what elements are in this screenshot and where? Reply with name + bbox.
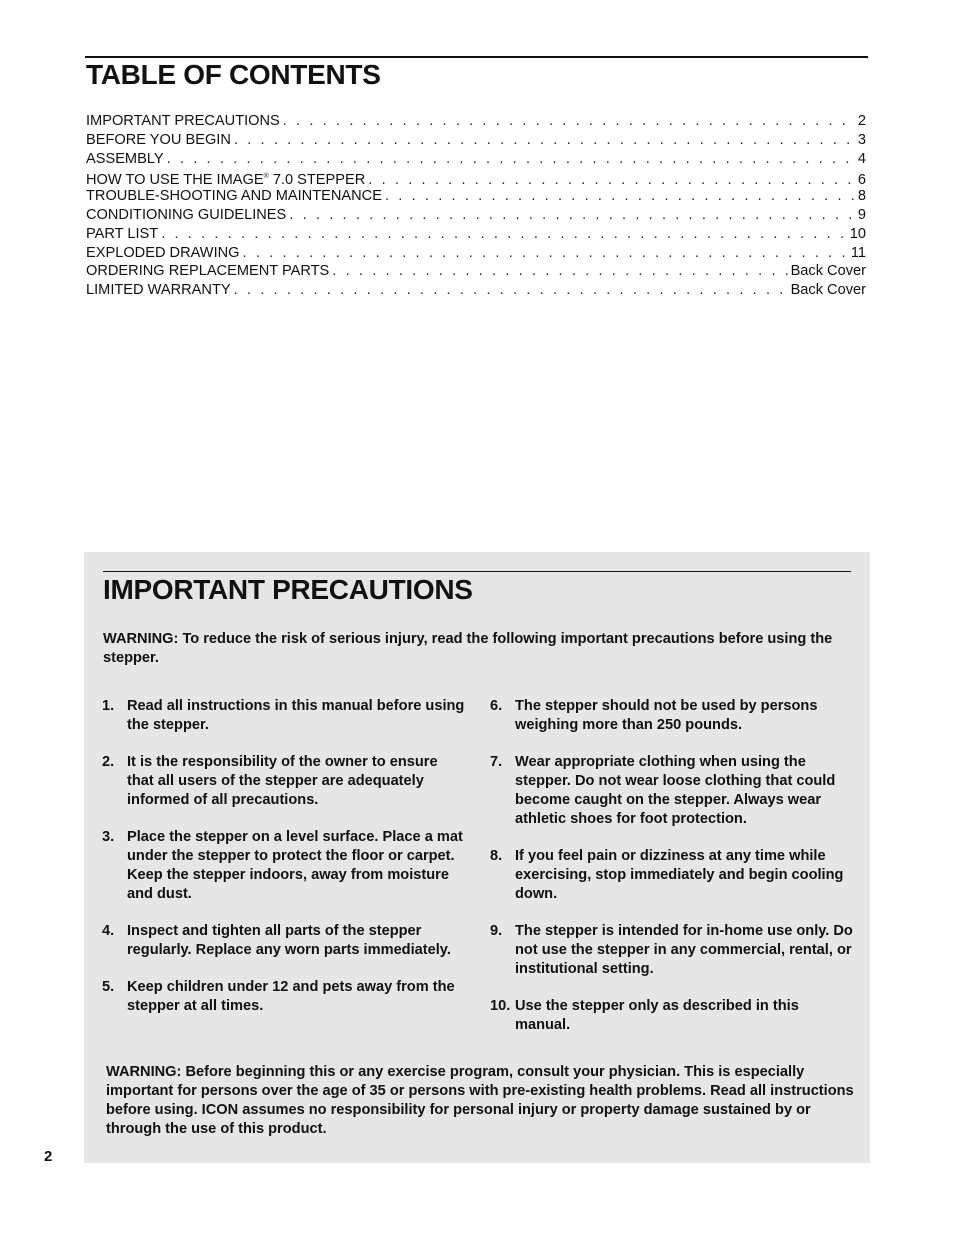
precaution-item xyxy=(490,753,855,829)
toc-entry-page: Back Cover xyxy=(790,263,866,280)
toc-entry-label: EXPLODED DRAWING xyxy=(86,244,240,261)
precaution-number: 6. xyxy=(490,698,503,714)
precaution-number: 2. xyxy=(102,754,115,770)
precaution-number: 1. xyxy=(102,698,115,714)
precaution-text: Inspect and tighten all parts of the stepper regularly. Replace any worn parts immediately. xyxy=(127,923,451,958)
toc-leader-dots xyxy=(234,131,855,150)
toc-entry[interactable] xyxy=(86,244,866,263)
toc-entry-page: 11 xyxy=(850,244,866,261)
toc-entry-page: 3 xyxy=(857,131,866,148)
precaution-text: Read all instructions in this manual before using the stepper. xyxy=(127,698,465,733)
toc-entry[interactable] xyxy=(86,150,866,169)
precaution-text: The stepper should not be used by persons weighing more than 250 pounds. xyxy=(515,698,818,733)
precautions-column-right xyxy=(490,697,855,1053)
precaution-item xyxy=(102,753,467,810)
precaution-item xyxy=(102,828,467,904)
toc-entry-page: Back Cover xyxy=(790,282,866,299)
toc-entry[interactable] xyxy=(86,131,866,150)
toc-leader-dots xyxy=(289,206,855,225)
precaution-number: 4. xyxy=(102,923,115,939)
toc-entry-label-model: 7.0 STEPPER xyxy=(268,172,366,189)
toc-entry[interactable] xyxy=(86,206,866,225)
precaution-number: 8. xyxy=(490,848,503,864)
precaution-item xyxy=(490,847,855,904)
toc-entry[interactable] xyxy=(86,112,866,131)
toc-leader-dots xyxy=(332,262,787,281)
precaution-number: 7. xyxy=(490,754,503,770)
toc-entry[interactable] xyxy=(86,262,866,281)
precaution-text: Keep children under 12 and pets away from the stepper at all times. xyxy=(127,979,455,1014)
toc-leader-dots xyxy=(234,281,788,300)
toc-list xyxy=(86,112,866,300)
toc-leader-dots xyxy=(161,225,847,244)
warning-physician: WARNING: Before beginning this or any exercise program, consult your physician. This is especially important for persons over the age of 35 or persons with pre-existing health problems. Read all instructions before using. ICON assumes no responsibility for personal injury or property damage sustained by or through the use of this product. xyxy=(106,1064,854,1137)
toc-entry-page: 9 xyxy=(857,206,866,223)
precaution-number: 9. xyxy=(490,923,503,939)
warning-intro: WARNING: To reduce the risk of serious injury, read the following important precautions before using the stepper. xyxy=(103,631,833,666)
precaution-text: If you feel pain or dizziness at any time while exercising, stop immediately and begin cooling down. xyxy=(515,848,844,902)
toc-entry-label: ORDERING REPLACEMENT PARTS xyxy=(86,263,330,280)
toc-leader-dots xyxy=(283,112,855,131)
toc-entry-page: 4 xyxy=(857,150,866,167)
page-number: 2 xyxy=(44,1148,53,1165)
precaution-number: 10. xyxy=(490,998,511,1014)
toc-entry-page: 10 xyxy=(849,225,866,242)
toc-leader-dots xyxy=(243,244,848,263)
toc-entry-page: 2 xyxy=(857,113,866,129)
toc-entry[interactable] xyxy=(86,281,866,300)
toc-entry-label: IMPORTANT PRECAUTIONS xyxy=(86,113,280,129)
precaution-number: 3. xyxy=(102,829,115,845)
toc-entry-page: 6 xyxy=(857,172,866,189)
toc-entry-label: LIMITED WARRANTY xyxy=(86,282,231,299)
precaution-item xyxy=(102,697,467,735)
precaution-item xyxy=(490,922,855,979)
precaution-text: It is the responsibility of the owner to ensure that all users of the stepper are adequately informed of all precautions. xyxy=(127,754,438,808)
precaution-item xyxy=(490,697,855,735)
toc-entry-page: 8 xyxy=(857,188,866,205)
precautions-panel xyxy=(84,552,870,1163)
precaution-text: Use the stepper only as described in this manual. xyxy=(515,998,799,1033)
toc-leader-dots xyxy=(167,150,855,169)
toc-entry-label: TROUBLE-SHOOTING AND MAINTENANCE xyxy=(86,188,382,205)
toc-entry-label: CONDITIONING GUIDELINES xyxy=(86,206,287,223)
precautions-column-left xyxy=(102,697,467,1034)
toc-entry[interactable] xyxy=(86,187,866,206)
precaution-text: The stepper is intended for in-home use only. Do not use the stepper in any commercial, rental, or institutional setting. xyxy=(515,923,853,977)
precaution-item xyxy=(102,978,467,1016)
toc-entry-label: BEFORE YOU BEGIN xyxy=(86,131,231,148)
toc-leader-dots xyxy=(385,187,855,206)
precaution-item xyxy=(102,922,467,960)
toc-entry-label-main: HOW TO USE THE IMAGE xyxy=(86,172,264,189)
toc-entry[interactable] xyxy=(86,168,866,187)
toc-entry-label: ASSEMBLY xyxy=(86,150,164,167)
precautions-title: IMPORTANT PRECAUTIONS xyxy=(103,574,473,605)
toc-entry[interactable] xyxy=(86,225,866,244)
precaution-text: Wear appropriate clothing when using the stepper. Do not wear loose clothing that could become caught on the stepper. Always wear athletic shoes for foot protection. xyxy=(515,754,836,827)
toc-title: TABLE OF CONTENTS xyxy=(86,59,381,90)
precautions-top-rule xyxy=(103,571,851,572)
precaution-text: Place the stepper on a level surface. Place a mat under the stepper to protect the floor or carpet. Keep the stepper indoors, away from moisture and dust. xyxy=(127,829,463,902)
registered-mark: ® xyxy=(263,173,269,181)
precaution-number: 5. xyxy=(102,979,115,995)
toc-entry-label: PART LIST xyxy=(86,225,159,242)
precaution-item xyxy=(490,997,855,1035)
